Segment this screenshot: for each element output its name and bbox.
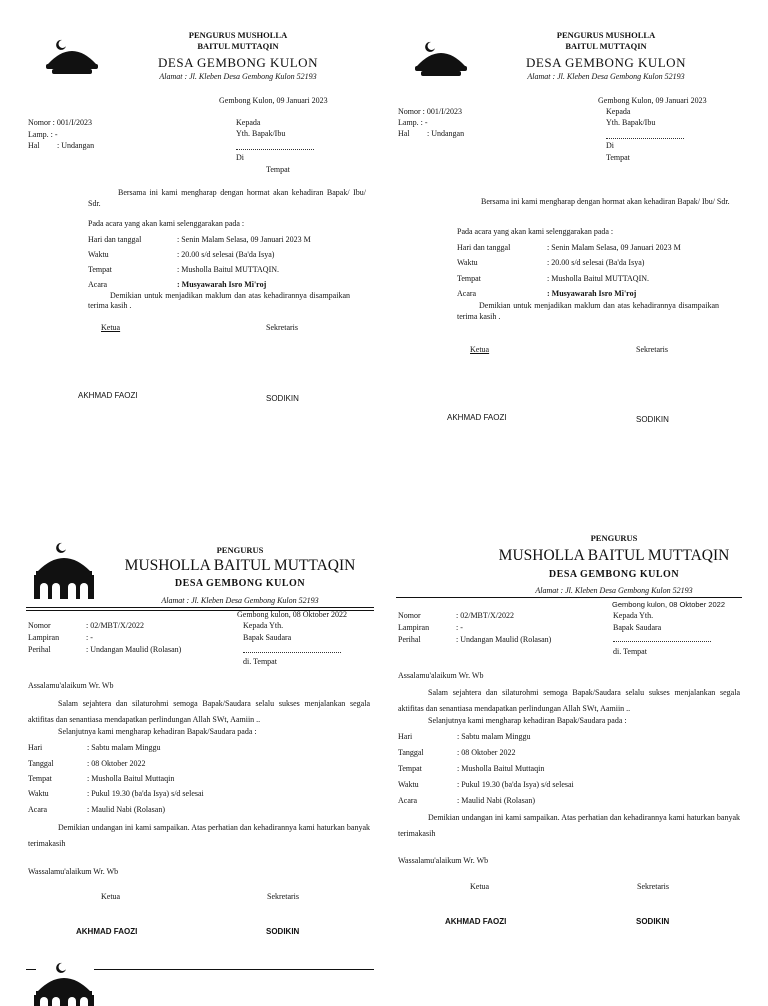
- subject-label: Hal: [28, 141, 40, 150]
- detail-label: Tanggal: [28, 759, 54, 768]
- address: Alamat : Jl. Kleben Desa Gembong Kulon 52193: [527, 72, 685, 81]
- meta-value: : 02/MBT/X/2022: [86, 621, 145, 630]
- detail-value: : Pukul 19.30 (ba'da Isya) s/d selesai: [457, 780, 574, 789]
- secretary-label: Sekretaris: [266, 323, 298, 332]
- paragraph-2: Selanjutnya kami mengharap kehadiran Bapak/Saudara pada :: [58, 727, 257, 736]
- chair-label: Ketua: [101, 892, 121, 901]
- village-name: DESA GEMBONG KULON: [174, 578, 306, 589]
- detail-label: Tempat: [88, 265, 112, 274]
- recipient-line: [236, 149, 314, 150]
- village-name: DESA GEMBONG KULON: [158, 55, 318, 70]
- recipient-line: [613, 641, 711, 642]
- letter-number: Nomor : 001/I/2023: [398, 107, 462, 116]
- detail-value: : Musholla Baitul MUTTAQIN.: [547, 274, 650, 283]
- meta-value: : -: [456, 623, 463, 632]
- detail-label: Hari dan tanggal: [457, 243, 511, 252]
- subject-value: : Undangan: [57, 141, 95, 150]
- detail-value: : Sabtu malam Minggu: [457, 732, 531, 741]
- org-name: MUSHOLLA BAITUL MUTTAQIN: [124, 557, 356, 574]
- address: Alamat : Jl. Kleben Desa Gembong Kulon 52193: [159, 72, 317, 81]
- detail-value: : 20.00 s/d selesai (Ba'da Isya): [547, 258, 645, 267]
- closing-paragraph: Demikian undangan ini kami sampaikan. Atas perhatian dan kehadirannya kami haturkan banyak terimakasih: [398, 813, 740, 838]
- village-name: DESA GEMBONG KULON: [548, 569, 680, 580]
- secretary-name: SODIKIN: [636, 415, 669, 424]
- mosque-dome-icon: [44, 36, 100, 76]
- meta-label: Perihal: [398, 635, 421, 644]
- detail-value: : Senin Malam Selasa, 09 Januari 2023 M: [547, 243, 681, 252]
- recipient: Yth. Bapak/Ibu: [236, 129, 286, 138]
- chair-name: AKHMAD FAOZI: [447, 413, 507, 422]
- place-label: di. Tempat: [243, 657, 277, 666]
- detail-label: Waktu: [28, 789, 49, 798]
- secretary-name: SODIKIN: [266, 927, 300, 936]
- recipient: Yth. Bapak/Ibu: [606, 118, 656, 127]
- letter-number: Nomor : 001/I/2023: [28, 118, 92, 127]
- secretary-label: Sekretaris: [637, 882, 669, 891]
- detail-value: : Musholla Baitul Muttaqin: [87, 774, 175, 783]
- letter-top-left: [0, 0, 384, 503]
- detail-label: Waktu: [88, 250, 109, 259]
- meta-value: : Undangan Maulid (Rolasan): [456, 635, 552, 644]
- recipient-label: Kepada Yth.: [613, 611, 654, 620]
- mosque-icon: [32, 961, 96, 1006]
- place-date: Gembong kulon, 08 Oktober 2022: [237, 610, 347, 619]
- closing-paragraph: Demikian undangan ini kami sampaikan. Atas perhatian dan kehadirannya kami haturkan banyak terimakasih: [28, 823, 370, 848]
- mosque-dome-icon: [413, 38, 469, 78]
- recipient-label: Kepada: [606, 107, 631, 116]
- secretary-label: Sekretaris: [267, 892, 299, 901]
- org-name: BAITUL MUTTAQIN: [197, 41, 279, 51]
- attachment: Lamp. : -: [398, 118, 428, 127]
- paragraph-2: Selanjutnya kami mengharap kehadiran Bapak/Saudara pada :: [428, 716, 627, 725]
- greeting: Assalamu'alaikum Wr. Wb: [28, 681, 114, 690]
- address: Alamat : Jl. Kleben Desa Gembong Kulon 52193: [161, 596, 319, 605]
- detail-label: Acara: [28, 805, 48, 814]
- detail-value: : Sabtu malam Minggu: [87, 743, 161, 752]
- detail-value: : Maulid Nabi (Rolasan): [457, 796, 535, 805]
- secretary-name: SODIKIN: [266, 394, 299, 403]
- meta-value: : 02/MBT/X/2022: [456, 611, 515, 620]
- paragraph-1: Salam sejahtera dan silaturohmi semoga Bapak/Saudara selalu sukses menjalankan segala aktifitas dan senantiasa mendapatkan perlindungan Allah SWt, Aamiin ..: [398, 688, 740, 713]
- detail-value: : Senin Malam Selasa, 09 Januari 2023 M: [177, 235, 311, 244]
- chair-label: Ketua: [101, 323, 121, 332]
- chair-label: Ketua: [470, 882, 490, 891]
- mosque-icon: [32, 541, 96, 601]
- detail-label: Waktu: [398, 780, 419, 789]
- detail-value: : 20.00 s/d selesai (Ba'da Isya): [177, 250, 275, 259]
- meta-label: Perihal: [28, 645, 51, 654]
- attachment: Lamp. : -: [28, 130, 58, 139]
- detail-label: Hari dan tanggal: [88, 235, 142, 244]
- detail-value: : Musyawarah Isro Mi'roj: [547, 289, 637, 298]
- detail-label: Tempat: [457, 274, 481, 283]
- chair-name: AKHMAD FAOZI: [76, 927, 138, 936]
- detail-label: Tempat: [28, 774, 52, 783]
- detail-value: : Maulid Nabi (Rolasan): [87, 805, 165, 814]
- org-title: PENGURUS: [216, 545, 264, 555]
- detail-value: : Musyawarah Isro Mi'roj: [177, 280, 267, 289]
- meta-label: Lampiran: [28, 633, 60, 642]
- chair-label: Ketua: [470, 345, 490, 354]
- letter-bottom-left: [0, 503, 384, 1006]
- detail-value: : 08 Oktober 2022: [457, 748, 516, 757]
- detail-label: Hari: [398, 732, 413, 741]
- place-date: Gembong Kulon, 09 Januari 2023: [598, 96, 707, 105]
- detail-label: Acara: [398, 796, 418, 805]
- secretary-label: Sekretaris: [636, 345, 668, 354]
- place-label: Tempat: [266, 165, 290, 174]
- village-name: DESA GEMBONG KULON: [526, 55, 686, 70]
- chair-name: AKHMAD FAOZI: [445, 917, 507, 926]
- opening-paragraph: Bersama ini kami mengharap dengan hormat akan kehadiran Bapak/ Ibu/ Sdr.: [481, 197, 730, 206]
- detail-label: Tempat: [398, 764, 422, 773]
- detail-value: : 08 Oktober 2022: [87, 759, 146, 768]
- recipient-label: Kepada Yth.: [243, 621, 284, 630]
- header-rule: [396, 597, 742, 598]
- di-label: Di: [606, 141, 614, 150]
- recipient: Bapak Saudara: [243, 633, 292, 642]
- recipient: Bapak Saudara: [613, 623, 662, 632]
- intro-line: Pada acara yang akan kami selenggarakan pada :: [88, 219, 245, 228]
- place-label: di. Tempat: [613, 647, 647, 656]
- meta-value: : Undangan Maulid (Rolasan): [86, 645, 182, 654]
- recipient-label: Kepada: [236, 118, 261, 127]
- letter-bottom-right: [384, 503, 768, 1006]
- detail-value: : Musholla Baitul Muttaqin: [457, 764, 545, 773]
- meta-value: : -: [86, 633, 93, 642]
- paragraph-1: Salam sejahtera dan silaturohmi semoga Bapak/Saudara selalu sukses menjalankan segala aktifitas dan senantiasa mendapatkan perlindungan Allah SWt, Aamiin ..: [28, 699, 370, 724]
- org-name: MUSHOLLA BAITUL MUTTAQIN: [498, 547, 730, 564]
- recipient-line: [606, 138, 684, 139]
- recipient-line: [243, 652, 341, 653]
- place-date: Gembong Kulon, 09 Januari 2023: [219, 96, 328, 105]
- header-rule: [26, 969, 36, 970]
- detail-value: : Musholla Baitul MUTTAQIN.: [177, 265, 280, 274]
- meta-label: Nomor: [398, 611, 421, 620]
- org-name: BAITUL MUTTAQIN: [565, 41, 647, 51]
- subject-label: Hal: [398, 129, 410, 138]
- address: Alamat : Jl. Kleben Desa Gembong Kulon 52193: [535, 586, 693, 595]
- secretary-name: SODIKIN: [636, 917, 670, 926]
- detail-label: Acara: [88, 280, 108, 289]
- farewell: Wassalamu'alaikum Wr. Wb: [28, 867, 119, 876]
- chair-name: AKHMAD FAOZI: [78, 391, 138, 400]
- detail-label: Hari: [28, 743, 43, 752]
- greeting: Assalamu'alaikum Wr. Wb: [398, 671, 484, 680]
- detail-label: Tanggal: [398, 748, 424, 757]
- meta-label: Nomor: [28, 621, 51, 630]
- intro-line: Pada acara yang akan kami selenggarakan pada :: [457, 227, 614, 236]
- meta-label: Lampiran: [398, 623, 430, 632]
- org-title: PENGURUS MUSHOLLA: [556, 30, 656, 40]
- org-title: PENGURUS: [590, 533, 638, 543]
- subject-value: : Undangan: [427, 129, 465, 138]
- place-label: Tempat: [606, 153, 630, 162]
- opening-paragraph: Bersama ini kami mengharap dengan hormat akan kehadiran Bapak/ Ibu/ Sdr.: [88, 188, 366, 208]
- di-label: Di: [236, 153, 244, 162]
- letter-top-right: [384, 0, 768, 503]
- place-date: Gembong kulon, 08 Oktober 2022: [612, 600, 725, 609]
- detail-label: Acara: [457, 289, 477, 298]
- farewell: Wassalamu'alaikum Wr. Wb: [398, 856, 489, 865]
- closing-paragraph: Demikian untuk menjadikan maklum dan atas kehadirannya disampaikan terima kasih .: [457, 301, 719, 321]
- header-rule: [94, 969, 374, 970]
- org-title: PENGURUS MUSHOLLA: [188, 30, 288, 40]
- detail-label: Waktu: [457, 258, 478, 267]
- closing-paragraph: Demikian untuk menjadikan maklum dan atas kehadirannya disampaikan terima kasih .: [88, 291, 350, 310]
- detail-value: : Pukul 19.30 (ba'da Isya) s/d selesai: [87, 789, 204, 798]
- header-rule: [26, 607, 374, 608]
